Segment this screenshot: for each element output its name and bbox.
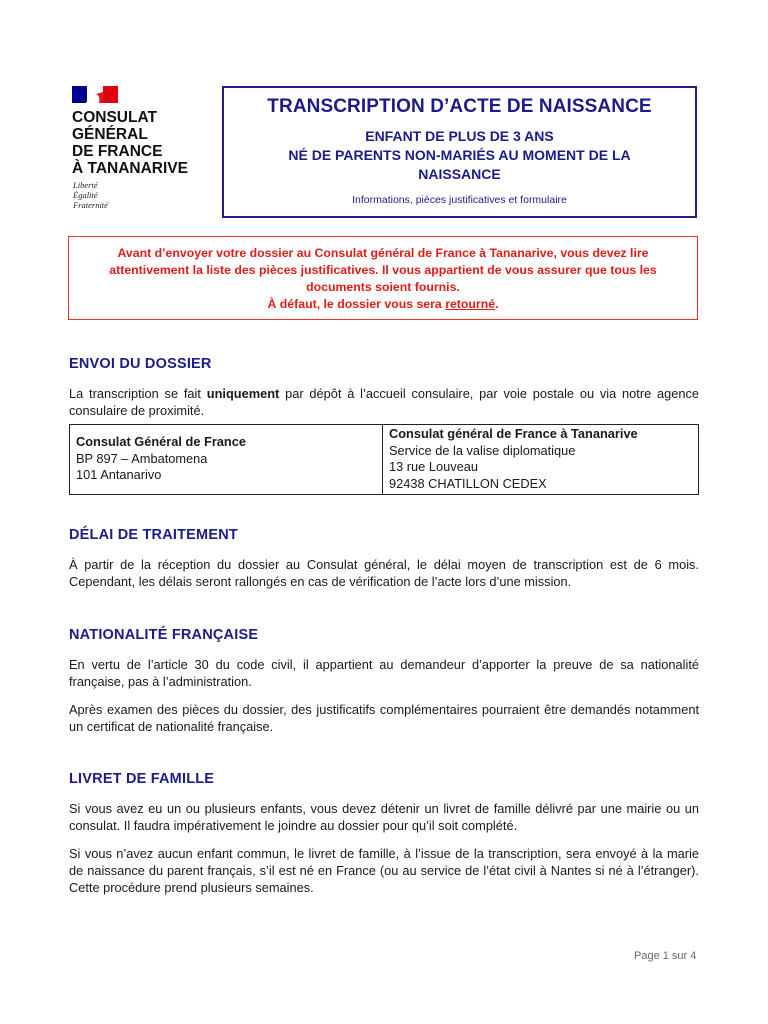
warning-line [69,296,697,313]
consulate-logo-text [72,109,217,177]
delai-paragraph: À partir de la réception du dossier au Consulat général, le délai moyen de transcription est de 6 mois. Cependant, les délais seront rallongés en cas de vérification de l’acte lors d’une mission. [69,557,699,589]
warning-line: attentivement la liste des pièces justificatives. Il vous appartient de vous assurer que tous les [109,263,657,277]
nationalite-paragraph-2: Après examen des pièces du dossier, des justificatifs complémentaires pourraient être demandés notamment un certificat de nationalité française. [69,702,699,734]
address-line: 13 rue Louveau [389,459,478,474]
livret-paragraph-2: Si vous n’avez aucun enfant commun, le livret de famille, à l’issue de la transcription, sera envoyé à la marie de naissance du parent français, s’il est né en France (ou au service de l’état civil à Nantes si né à l’étranger). Cette procédure prend plusieurs semaines. [69,846,699,895]
warning-text: . [495,297,499,311]
paragraph-bold-text: uniquement [206,386,280,401]
address-cell-valise [383,425,699,495]
paragraph-text: par dépôt à l’accueil consulaire, par voie postale ou via notre agence consulaire de proximité. [69,386,700,418]
republic-motto [73,180,108,210]
warning-line: documents soient fournis. [306,280,460,294]
address-line: Service de la valise diplomatique [389,442,576,458]
section-heading-livret: LIVRET DE FAMILLE [69,771,215,787]
subtitle-line: NAISSANCE [418,166,501,182]
logo-line: CONSULAT [72,109,157,126]
table-row [70,425,699,495]
address-line: 101 Antanarivo [76,467,162,482]
motto-line: Fraternité [73,200,108,210]
envoi-paragraph [69,385,699,419]
document-title-box [222,86,697,218]
section-heading-envoi: ENVOI DU DOSSIER [69,356,212,372]
address-line: BP 897 – Ambatomena [76,450,208,466]
page-number: Page 1 sur 4 [634,950,697,962]
paragraph-text: La transcription se fait [69,386,207,401]
address-name: Consulat général de France à Tananarive [389,426,638,441]
section-heading-delai: DÉLAI DE TRAITEMENT [69,527,238,543]
livret-paragraph-1: Si vous avez eu un ou plusieurs enfants, vous devez détenir un livret de famille délivré par une mairie ou un consulat. Il faudra impérativement le joindre au dossier pour qu’il soit complété. [69,801,699,833]
address-line: 92438 CHATILLON CEDEX [389,475,547,491]
motto-line: Liberté [73,180,98,190]
logo-line: GÉNÉRAL [72,126,148,143]
subtitle-line: NÉ DE PARENTS NON-MARIÉS AU MOMENT DE LA [288,147,631,163]
address-cell-tananarive [70,425,383,495]
warning-underlined-word: retourné [445,297,496,311]
nationalite-paragraph-1: En vertu de l’article 30 du code civil, il appartient au demandeur d’apporter la preuve de sa nationalité française, pas à l’administration. [69,657,699,689]
motto-line: Égalité [73,190,98,200]
warning-notice [68,236,698,320]
address-table [69,424,699,495]
address-name: Consulat Général de France [76,434,246,449]
logo-line: DE FRANCE [72,143,163,160]
subtitle-line: ENFANT DE PLUS DE 3 ANS [365,128,554,144]
document-title: TRANSCRIPTION D’ACTE DE NAISSANCE [267,96,652,117]
document-description: Informations, pièces justificatives et formulaire [352,194,567,206]
warning-text: À défaut, le dossier vous sera [267,297,446,311]
section-heading-nationalite: NATIONALITÉ FRANÇAISE [69,627,259,643]
warning-line: Avant d’envoyer votre dossier au Consulat général de France à Tananarive, vous devez lire [117,246,649,260]
marianne-flag-icon [72,86,118,103]
logo-line: À TANANARIVE [72,160,188,177]
document-subtitle [224,127,695,184]
